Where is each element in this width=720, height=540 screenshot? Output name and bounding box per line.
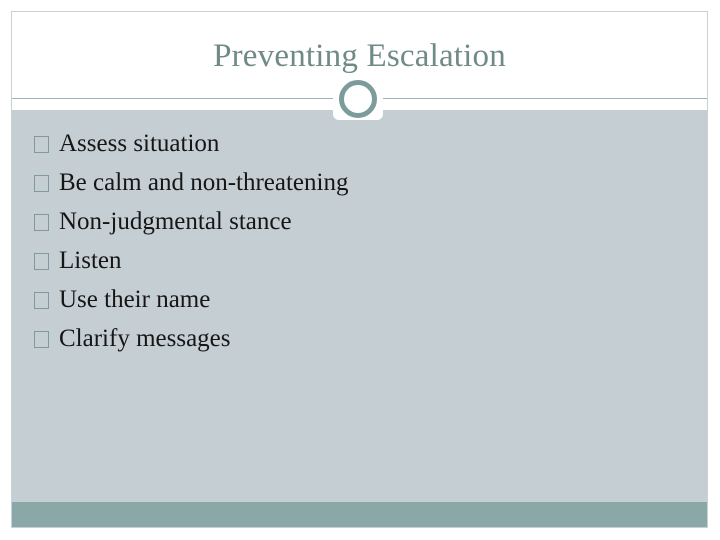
bullet-text: Listen bbox=[59, 246, 122, 274]
circle-ring-icon bbox=[339, 80, 377, 118]
square-bullet-icon bbox=[34, 292, 49, 309]
bullet-item bbox=[34, 280, 348, 319]
square-bullet-icon bbox=[34, 331, 49, 348]
square-bullet-icon bbox=[34, 136, 49, 153]
bullet-text: Assess situation bbox=[59, 129, 220, 157]
square-bullet-icon bbox=[34, 253, 49, 270]
bullet-item bbox=[34, 163, 348, 202]
slide-title: Preventing Escalation bbox=[213, 37, 506, 74]
bullet-list bbox=[34, 124, 348, 358]
square-bullet-icon bbox=[34, 175, 49, 192]
bullet-item bbox=[34, 319, 348, 358]
bullet-text: Non-judgmental stance bbox=[59, 207, 292, 235]
footer-band bbox=[12, 502, 707, 527]
bullet-text: Use their name bbox=[59, 285, 211, 313]
bullet-item bbox=[34, 241, 348, 280]
bullet-item bbox=[34, 202, 348, 241]
square-bullet-icon bbox=[34, 214, 49, 231]
bullet-text: Clarify messages bbox=[59, 324, 231, 352]
bullet-text: Be calm and non-threatening bbox=[59, 168, 349, 196]
bullet-item bbox=[34, 124, 348, 163]
